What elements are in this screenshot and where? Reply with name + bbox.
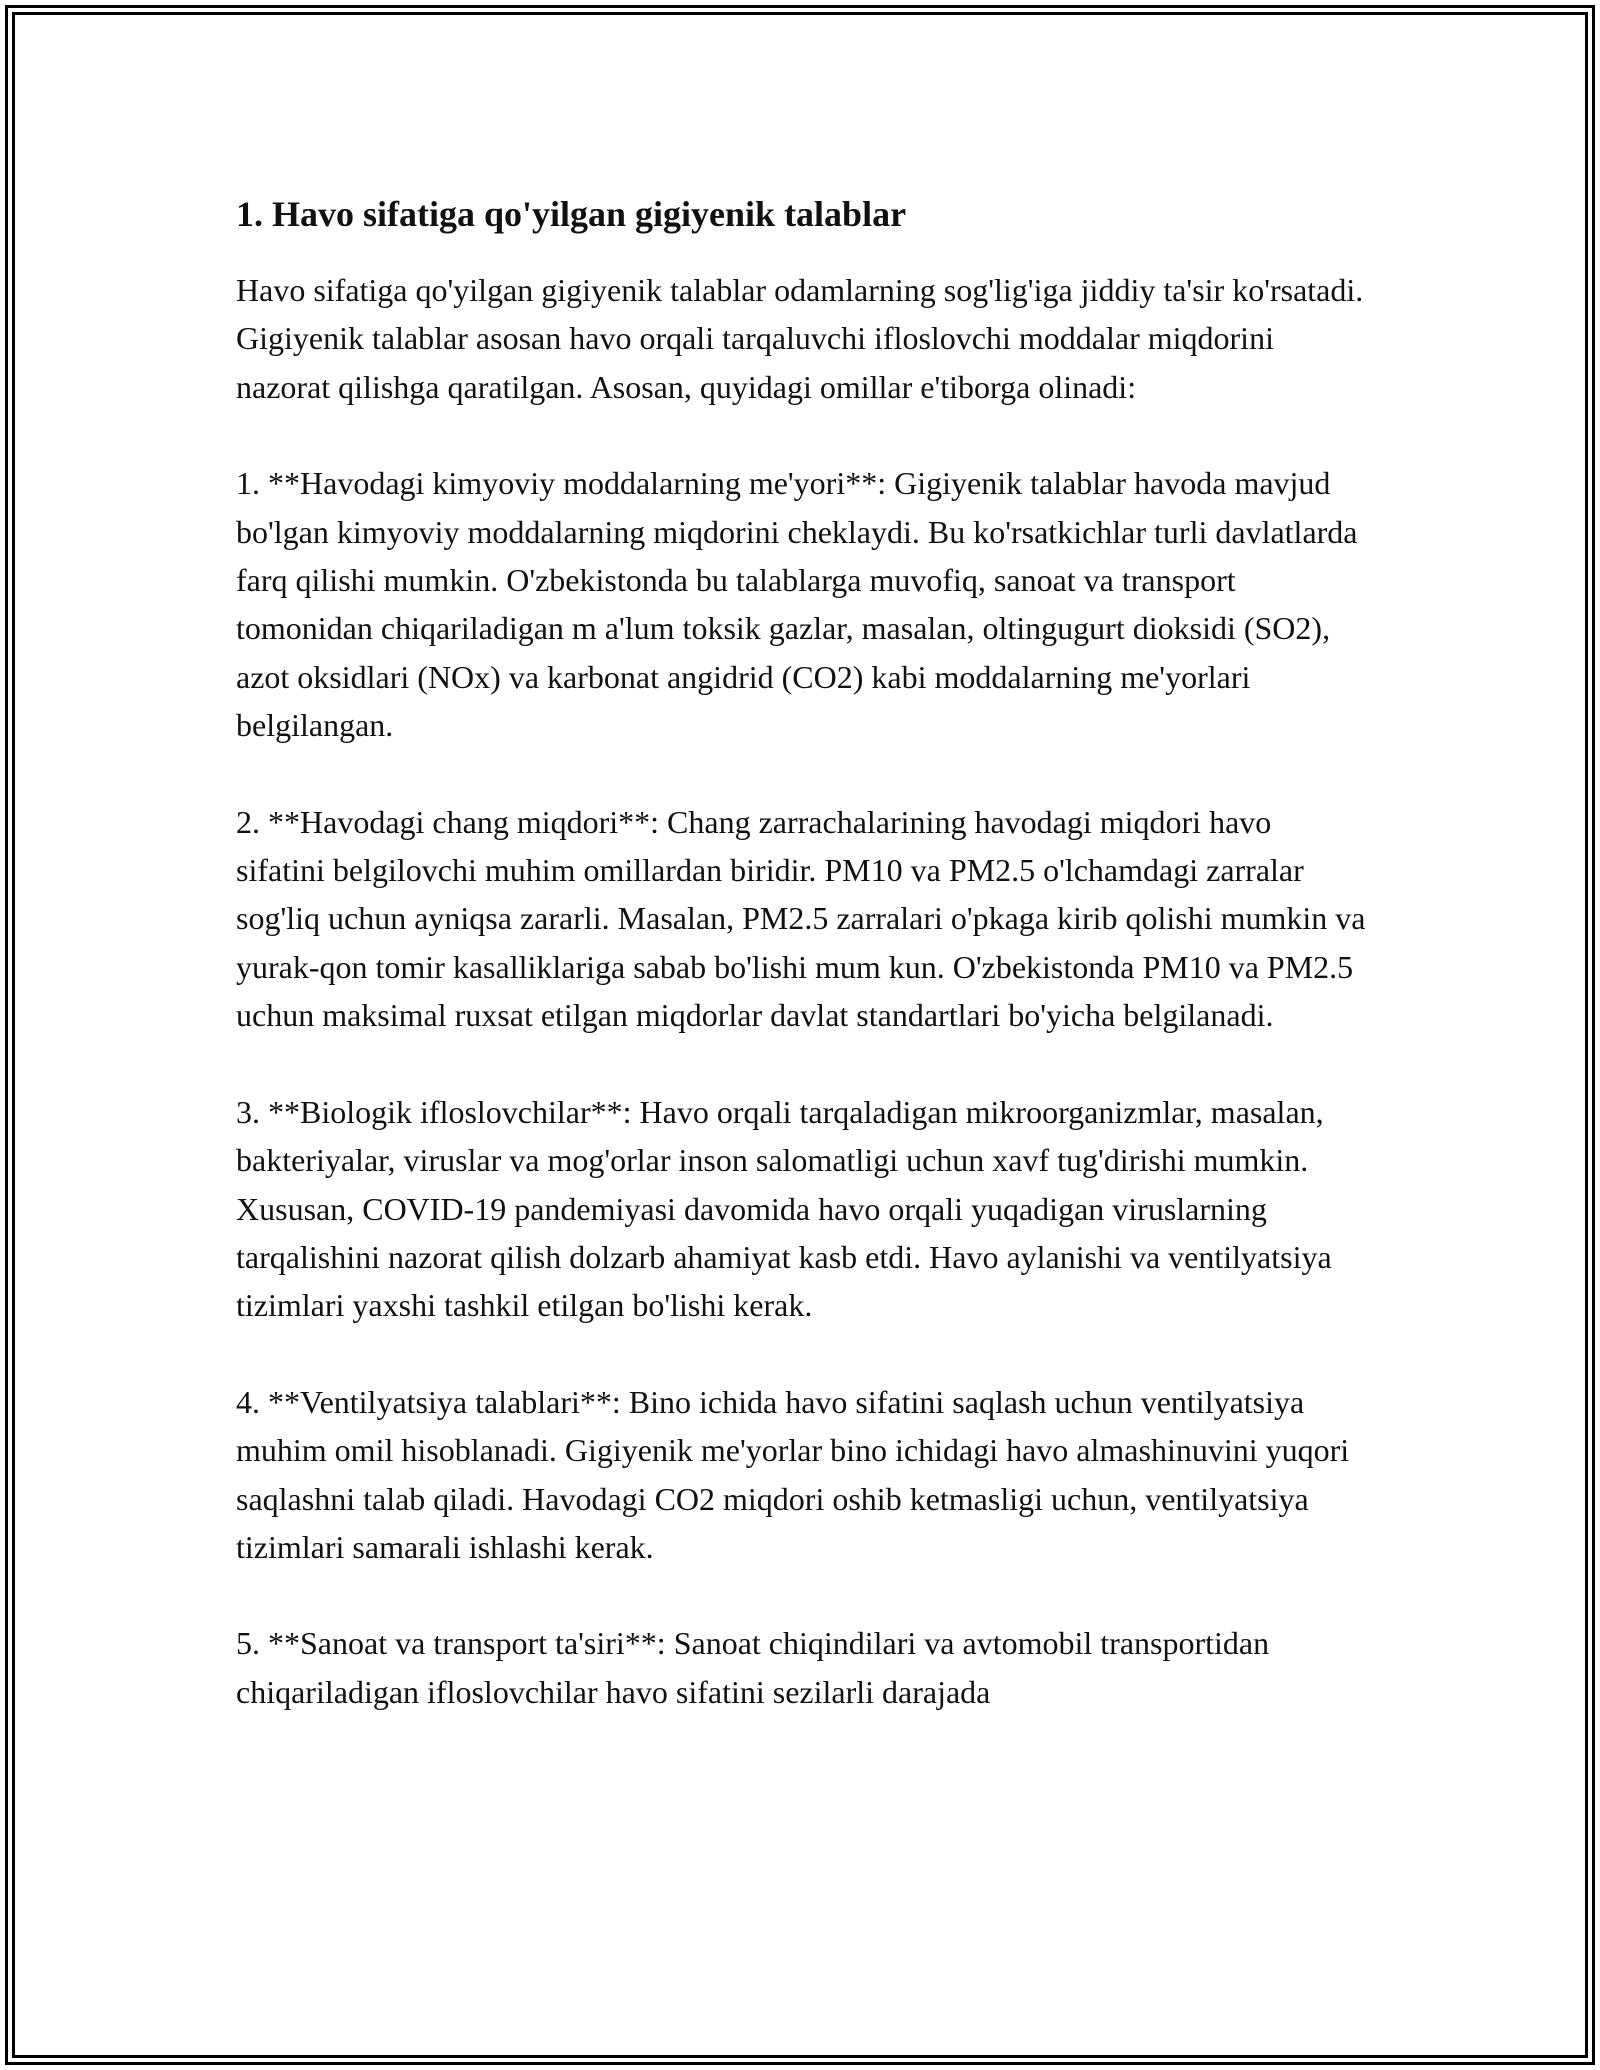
document-body (236, 190, 1366, 1716)
list-item-dust-level: 2. **Havodagi chang miqdori**: Chang zarrachalarining havodagi miqdori havo sifatini belgilovchi muhim omillardan biridir. PM10 va PM2.5 o'lchamdagi zarralar sog'liq uchun ayniqsa zararli. Masalan, PM2.5 zarralari o'pkaga kirib qolishi mumkin va yurak-qon tomir kasalliklariga sabab bo'lishi mum kun. O'zbekistonda PM10 va PM2.5 uchun maksimal ruxsat etilgan miqdorlar davlat standartlari bo'yicha belgilanadi. (236, 803, 1366, 1034)
list-item-chemical-norms: 1. **Havodagi kimyoviy moddalarning me'yori**: Gigiyenik talablar havoda mavjud bo'lgan kimyoviy moddalarning miqdorini cheklaydi. Bu ko'rsatkichlar turli davlatlarda farq qilishi mumkin. O'zbekistonda bu talablarga muvofiq, sanoat va transport tomonidan chiqariladigan m a'lum toksik gazlar, masalan, oltingugurt dioksidi (SO2), azot oksidlari (NOx) va karbonat angidrid (CO2) kabi moddalarning me'yorlari belgilangan. (236, 465, 1358, 744)
list-item-biological-pollutants: 3. **Biologik ifloslovchilar**: Havo orqali tarqaladigan mikroorganizmlar, masalan, bakteriyalar, viruslar va mog'orlar inson salomatligi uchun xavf tug'dirishi mumkin. Xususan, COVID-19 pandemiyasi davomida havo orqali yuqadigan viruslarning tarqalishini nazorat qilish dolzarb ahamiyat kasb etdi. Havo aylanishi va ventilyatsiya tizimlari yaxshi tashkil etilgan bo'lishi kerak. (236, 1093, 1332, 1324)
list-item-industry-transport: 5. **Sanoat va transport ta'siri**: Sanoat chiqindilari va avtomobil transportidan chiqariladigan ifloslovchilar havo sifatini sezilarli darajada (236, 1625, 1270, 1710)
list-item-ventilation: 4. **Ventilyatsiya talablari**: Bino ichida havo sifatini saqlash uchun ventilyatsiya muhim omil hisoblanadi. Gigiyenik me'yorlar bino ichidagi havo almashinuvini yuqori saqlashni talab qiladi. Havodagi CO2 miqdori oshib ketmasligi uchun, ventilyatsiya tizimlari samarali ishlashi kerak. (236, 1383, 1350, 1565)
section-heading: 1. Havo sifatiga qo'yilgan gigiyenik talablar (236, 194, 907, 234)
intro-paragraph: Havo sifatiga qo'yilgan gigiyenik talablar odamlarning sog'lig'iga jiddiy ta'sir ko'rsatadi. Gigiyenik talablar asosan havo orqali tarqaluvchi ifloslovchi moddalar miqdorini nazorat qilishga qaratilgan. Asosan, quyidagi omillar e'tiborga olinadi: (236, 272, 1364, 405)
